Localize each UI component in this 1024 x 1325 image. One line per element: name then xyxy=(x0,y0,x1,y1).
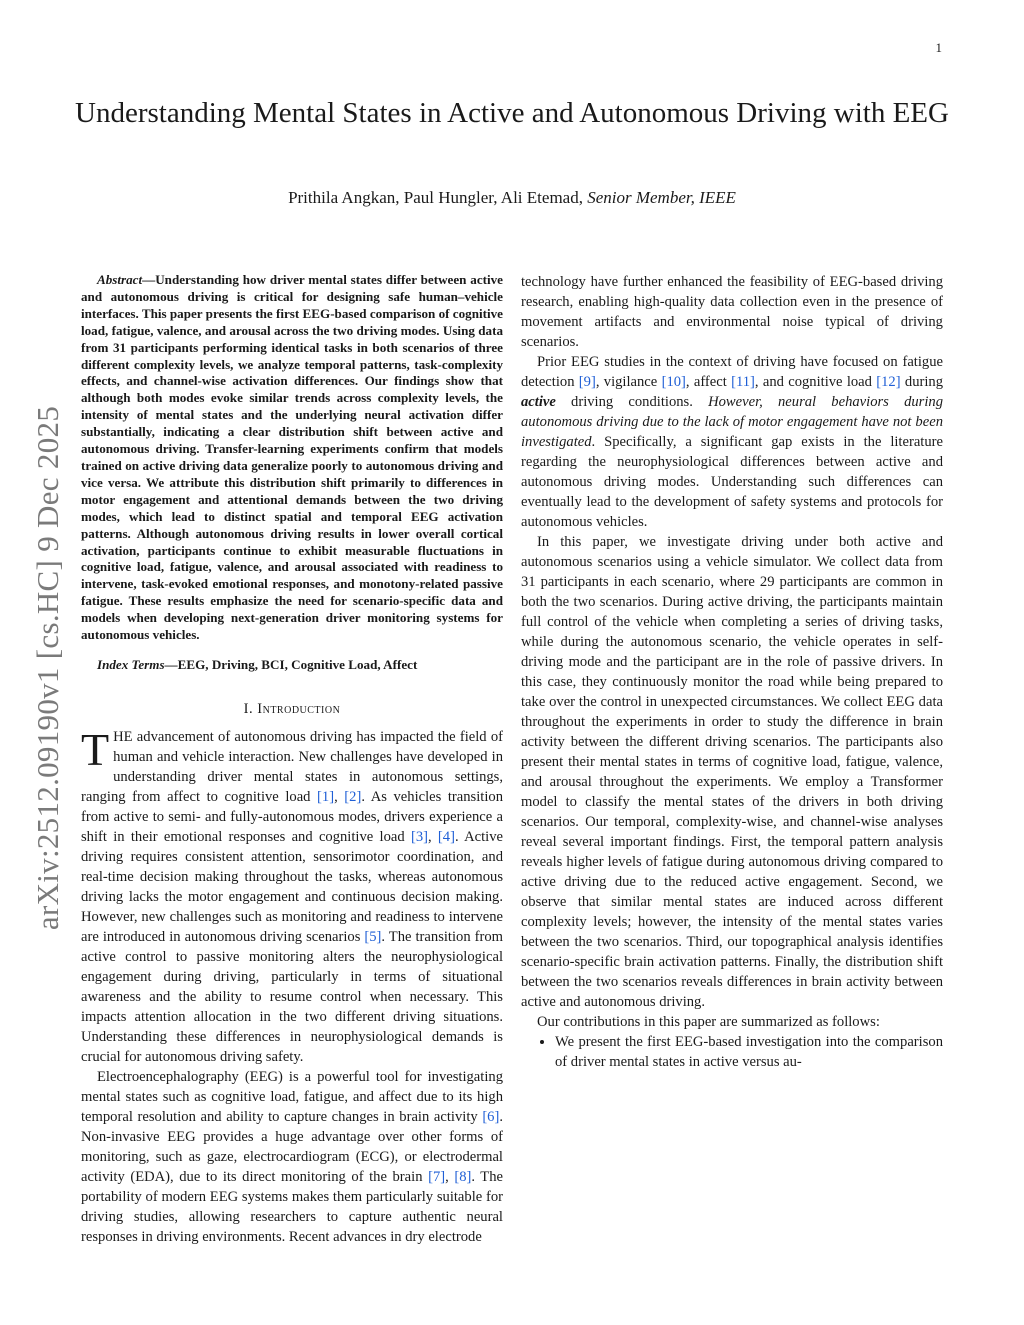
page-number: 1 xyxy=(935,40,942,55)
citation-link[interactable]: [7] xyxy=(428,1168,446,1185)
left-column xyxy=(81,272,503,1247)
citation-link[interactable]: [8] xyxy=(454,1168,472,1185)
abstract-text: Understanding how driver mental states differ between active and autonomous driving is critical for designing safe human–vehicle interfaces. This paper presents the first EEG-based comparison of cognitive load, fatigue, valence, and arousal across the two driving modes. Using data from 31 participants performing identical tasks in both scenarios of three different complexity levels, we analyze temporal patterns, task-complexity effects, and channel-wise activation differences. Our findings show that although both modes evoke similar trends across complexity levels, the intensity of mental states and the underlying neural activation differ substantially, indicating a clear distribution shift between active and autonomous driving. Transfer-learning experiments confirm that models trained on active driving data generalize poorly to autonomous driving and vice versa. We attribute this distribution shift primarily to differences in motor engagement and attentional demands between the two driving modes, which lead to distinct spatial and temporal EEG activation patterns. Although autonomous driving results in lower overall cortical activation, participants continue to exhibit measurable fluctuations in cognitive load, fatigue, valence, and arousal associated with readiness to intervene, task-evoked emotional responses, and monotony-related passive fatigue. These results emphasize the need for scenario-specific data and models when developing next-generation driver monitoring systems for autonomous vehicles. xyxy=(81,272,503,643)
intro-paragraph-1: THE advancement of autonomous driving has impacted the field of human and vehicle interaction. New challenges have developed in understanding driver mental states in autonomous settings, ranging from affect to cognitive load [1], [2]. As vehicles transition from active to semi- and fully-autonomous modes, drivers experience a shift in their emotional responses and cognitive load [3], [4]. Active driving requires consistent attention, sensorimotor coordination, and real-time decision making throughout the tasks, whereas autonomous driving lacks the motor engagement and continuous decision making. However, new challenges such as monitoring and readiness to intervene are introduced in autonomous driving scenarios [5]. The transition from active control to passive monitoring alters the neurophysiological engagement during driving, particularly in terms of situational awareness and the ability to resume control when necessary. This impacts attention allocation in the two different driving situations. Understanding these differences in neurophysiological demands is crucial for autonomous driving safety. xyxy=(81,723,503,1065)
abstract-label: Abstract xyxy=(97,272,143,287)
list-item: • We present the first EEG-based investigation into the comparison of driver mental states in active versus au- xyxy=(555,1032,943,1072)
right-column xyxy=(521,272,943,1072)
citation-link[interactable]: [10] xyxy=(661,374,686,390)
citation-link[interactable]: [2] xyxy=(344,788,362,805)
citation-link[interactable]: [1] xyxy=(317,788,335,805)
drop-cap: T xyxy=(81,723,110,775)
intro-paragraph-5: Our contributions in this paper are summarized as follows: xyxy=(537,1014,880,1030)
intro-paragraph-3: Prior EEG studies in the context of driving have focused on fatigue detection [9], vigilance [10], affect [11], and cognitive load [12] during active driving conditions. However, neural behaviors during autonomous driving due to the lack of motor engagement have not been investigated. Specifically, a significant gap exists in the literature regarding the neurophysiological differences between active and autonomous driving modes. Understanding such differences can eventually lead to the development of safety systems and protocols for autonomous vehicles. xyxy=(521,354,943,530)
intro-paragraph-2: Electroencephalography (EEG) is a powerful tool for investigating mental states such as cognitive load, fatigue, and affect due to its high temporal resolution and ability to capture changes in brain activity [6]. Non-invasive EEG provides a huge advantage over other forms of monitoring, such as gaze, electrocardiogram (ECG), or electrodermal activity (EDA), due to its direct monitoring of the brain [7], [8]. The portability of modern EEG systems makes them particularly suitable for driving studies, allowing researchers to capture authentic neural responses in driving environments. Recent advances in dry electrode xyxy=(81,1068,504,1245)
citation-link[interactable]: [4] xyxy=(437,828,455,845)
citation-link[interactable]: [6] xyxy=(482,1108,500,1125)
index-terms-text: EEG, Driving, BCI, Cognitive Load, Affect xyxy=(177,656,418,672)
section-heading-introduction xyxy=(81,699,503,719)
section-title: Introduction xyxy=(257,700,341,717)
emphasis-gap: However, neural behaviors during autonomous driving due to the lack of motor engagement have not been investigated xyxy=(521,394,943,450)
abstract: Abstract—Understanding how driver mental states differ between active and autonomous driving is critical for designing safe human–vehicle interfaces. This paper presents the first EEG-based comparison of cognitive load, fatigue, valence, and arousal across the two driving modes. Using data from 31 participants performing identical tasks in both scenarios of three different complexity levels, we analyze temporal patterns, task-complexity effects, and channel-wise activation differences. Our findings show that although both modes evoke similar trends across complexity levels, the intensity of mental states and the underlying neural activation differ substantially, indicating a clear distribution shift between active and autonomous driving. Transfer-learning experiments confirm that models trained on active driving data generalize poorly to autonomous driving and vice versa. We attribute this distribution shift primarily to differences in motor engagement and attentional demands between the two driving modes, which lead to distinct spatial and temporal EEG activation patterns. Although autonomous driving results in lower overall cortical activation, participants continue to exhibit measurable fluctuations in cognitive load, fatigue, valence, and arousal associated with readiness to intervene, task-evoked emotional responses, and monotony-related passive fatigue. These results emphasize the need for scenario-specific data and models when developing next-generation driver monitoring systems for autonomous vehicles. xyxy=(81,272,503,643)
author-line xyxy=(82,188,942,208)
section-number: I. xyxy=(243,700,254,717)
citation-link[interactable]: [12] xyxy=(876,374,901,390)
author-membership: Senior Member, IEEE xyxy=(587,188,736,207)
arxiv-identifier: arXiv:2512.09190v1 [cs.HC] 9 Dec 2025 xyxy=(30,405,65,931)
intro-paragraph-2-continued: technology have further enhanced the feasibility of EEG-based driving research, enabling high-quality data collection even in the presence of movement artifacts and environmental noise typical of driving scenarios. xyxy=(521,274,944,350)
author-names: Prithila Angkan, Paul Hungler, Ali Etemad, xyxy=(288,188,583,207)
index-terms: Index Terms—EEG, Driving, BCI, Cognitive Load, Affect xyxy=(97,656,418,672)
paper-title: Understanding Mental States in Active and Autonomous Driving with EEG xyxy=(75,97,949,129)
emphasis-active: active xyxy=(521,394,556,410)
index-terms-label: Index Terms xyxy=(97,656,165,672)
intro-paragraph-4: In this paper, we investigate driving under both active and autonomous scenarios using a vehicle simulator. We collect data from 31 participants in each scenario, where 29 participants are common in both the two scenarios. During active driving, the participants maintain full control of the vehicle when completing a series of driving tasks, while during the autonomous scenario, the vehicle operates in self-driving mode and the participant are in the role of passive drivers. In this case, they continuously monitor the road while being prepared to take over the control in unexpected circumstances. We collect EEG data throughout the experiments in order to study the difference in brain activity between the different driving scenarios. The participants also present their mental states in terms of cognitive load, fatigue, valence, and arousal throughout the experiments. We employ a Transformer model to classify the mental states of the drivers in both driving scenarios. Our temporal, complexity-wise, and channel-wise analyses reveal several important findings. First, the temporal pattern analysis reveals higher levels of fatigue during autonomous driving compared to active driving due to the reduced active engagement. Second, we observe that similar mental states are induced across different complexity levels; however, the intensity of the mental states varies between the two scenarios. Third, our topographical analysis identifies scenario-specific brain activation patterns. Finally, the distribution shift between the two scenarios reveals differences in brain activity between active and autonomous driving. xyxy=(521,534,943,1010)
citation-link[interactable]: [5] xyxy=(364,928,382,945)
citation-link[interactable]: [9] xyxy=(578,374,596,390)
citation-link[interactable]: [3] xyxy=(410,828,428,845)
citation-link[interactable]: [11] xyxy=(731,374,755,390)
contributions-list xyxy=(521,1032,943,1072)
